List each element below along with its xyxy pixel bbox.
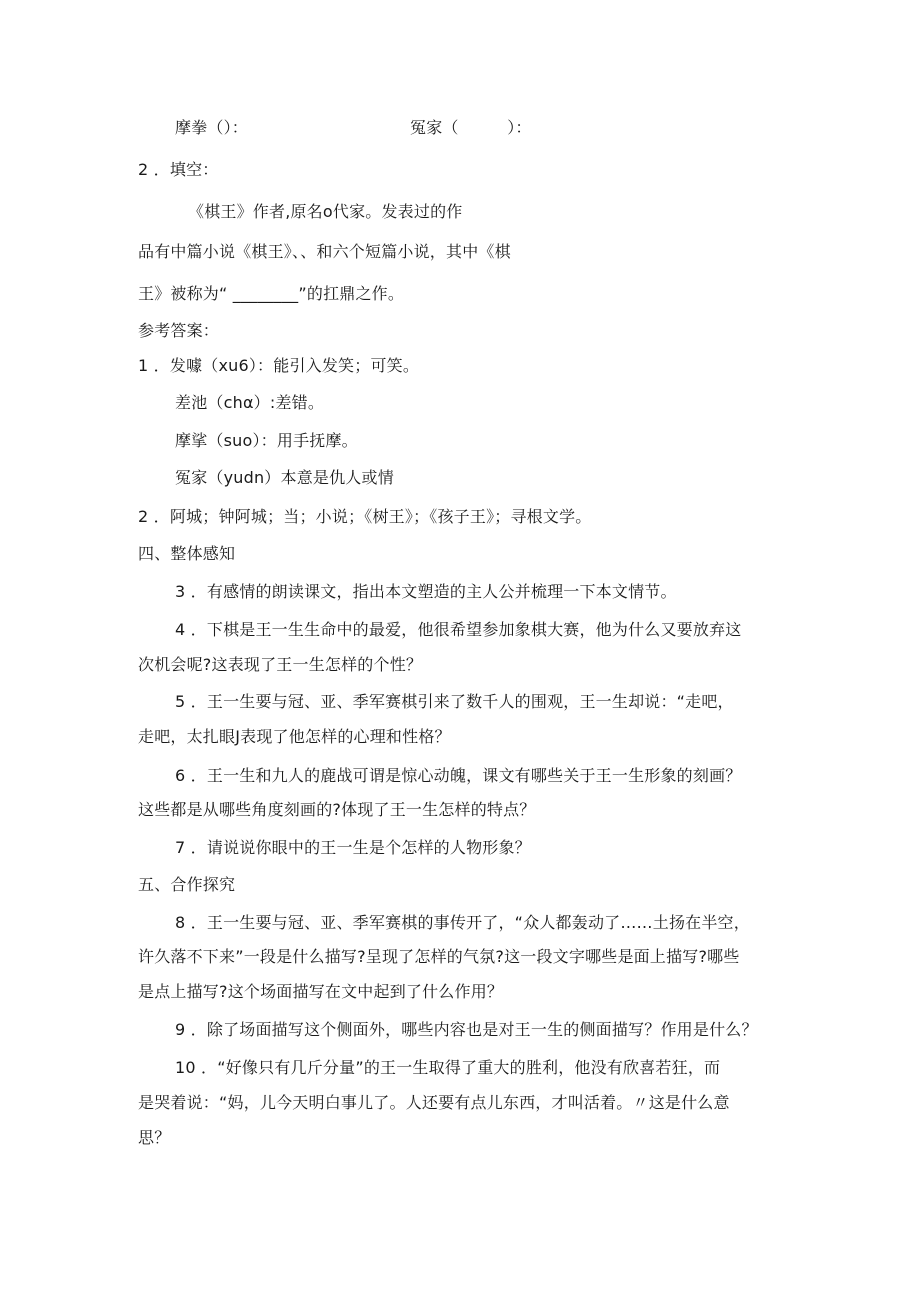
section-5-heading: 五、合作探究 <box>138 875 236 894</box>
question-10-line-1: 10 ．“好像只有几斤分量”的王一生取得了重大的胜利，他没有欣喜若狂，而 <box>175 1058 721 1077</box>
fill-blank-line-3: 王》被称为“ ________”的扛鼎之作。 <box>138 284 405 303</box>
question-6-line-2: 这些都是从哪些角度刻画的?体现了王一生怎样的特点？ <box>138 800 536 819</box>
fill-blank-line-1: 《棋王》作者,原名o代家。发表过的作 <box>188 202 463 221</box>
question-3: 3 ．有感情的朗读课文，指出本文塑造的主人公并梳理一下本文情节。 <box>175 582 677 601</box>
fill-blank-line-2: 品有中篇小说《棋王》、、和六个短篇小说，其中《棋 <box>138 242 511 261</box>
question-8-line-1: 8 ．王一生要与冠、亚、季军赛棋的事传开了，“众人都轰动了……土扬在半空， <box>175 913 750 932</box>
answer-1-mosuo: 摩挲（suo）：用手抚摩。 <box>175 431 358 450</box>
answer-key-heading: 参考答案： <box>138 321 220 340</box>
question-5-line-2: 走吧，太扎眼J表现了他怎样的心理和性格？ <box>138 727 451 746</box>
vocab-line-yuanjia: 冤家（ ）： <box>410 118 532 137</box>
question-9: 9 ．除了场面描写这个侧面外，哪些内容也是对王一生的侧面描写？作用是什么？ <box>175 1020 758 1039</box>
question-5-line-1: 5 ．王一生要与冠、亚、季军赛棋引来了数千人的围观，王一生却说：“走吧， <box>175 692 734 711</box>
answer-1-chachi: 差池（chα）:差错。 <box>175 393 325 412</box>
question-7: 7 ．请说说你眼中的王一生是个怎样的人物形象？ <box>175 838 531 857</box>
question-10-line-3: 思？ <box>138 1128 171 1147</box>
answer-1-yuanjia: 冤家（yudn）本意是仇人或情 <box>175 468 394 487</box>
question-4-line-1: 4 ．下棋是王一生生命中的最爱，他很希望参加象棋大赛，他为什么又要放弃这 <box>175 620 742 639</box>
question-8-line-2: 许久落不下来”一段是什么描写?呈现了怎样的气氛?这一段文字哪些是面上描写?哪些 <box>138 947 740 966</box>
question-10-line-2: 是哭着说：“妈，儿今天明白事儿了。人还要有点儿东西，才叫活着。〃这是什么意 <box>138 1093 730 1112</box>
question-8-line-3: 是点上描写?这个场面描写在文中起到了什么作用？ <box>138 982 504 1001</box>
question-2-heading: 2 ．填空： <box>138 160 219 179</box>
section-4-heading: 四、整体感知 <box>138 544 236 563</box>
answer-2: 2 ．阿城；钟阿城；当；小说；《树王》；《孩子王》；寻根文学。 <box>138 507 592 526</box>
answer-1: 1 ．发噱（xu6）：能引入发笑；可笑。 <box>138 356 420 375</box>
question-4-line-2: 次机会呢?这表现了王一生怎样的个性？ <box>138 655 423 674</box>
question-6-line-1: 6 ．王一生和九人的鹿战可谓是惊心动魄，课文有哪些关于王一生形象的刻画？ <box>175 766 742 785</box>
vocab-line-mosuo: 摩拳（）： <box>175 118 249 137</box>
